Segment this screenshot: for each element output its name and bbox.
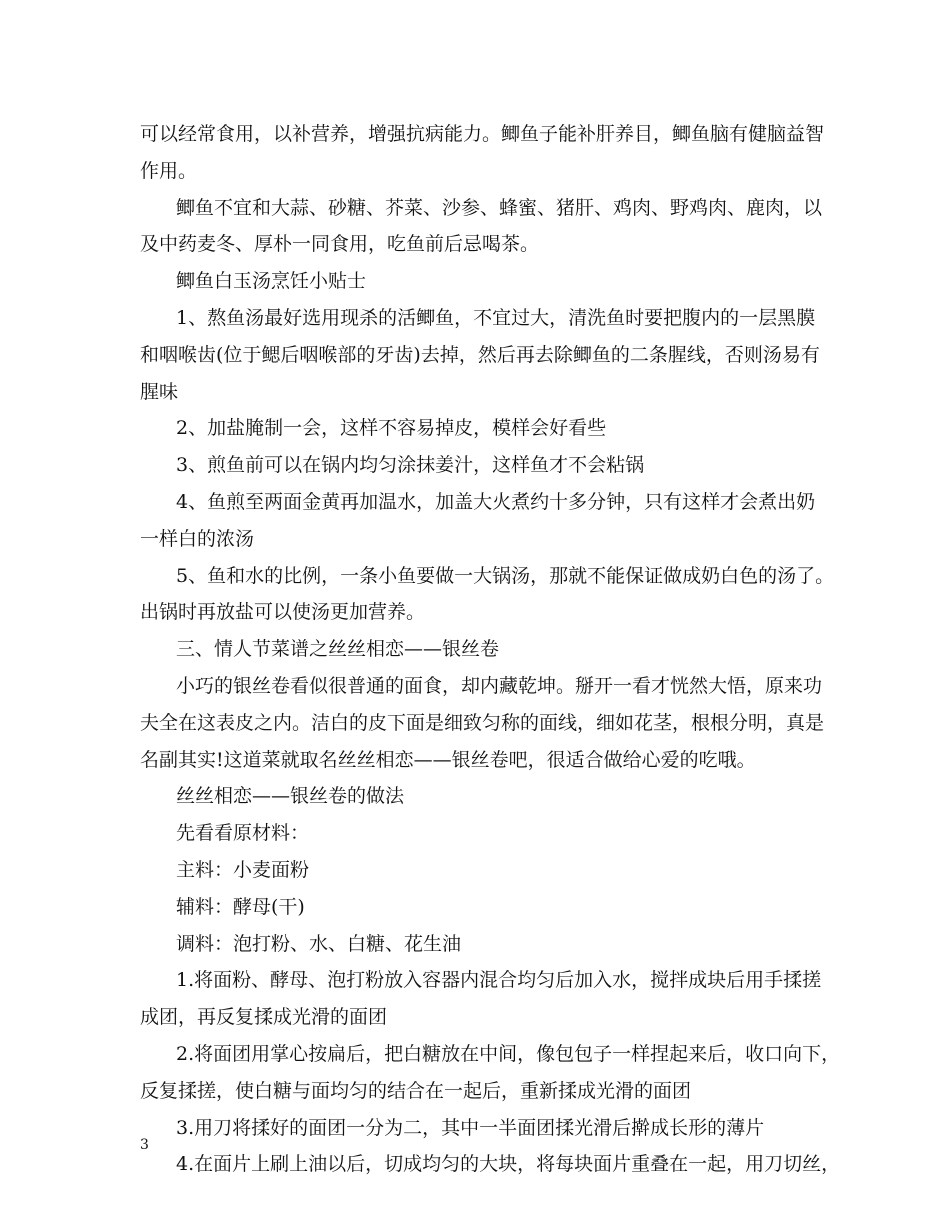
text-line: 腥味 [140,380,179,403]
text-line: 可以经常食用，以补营养，增强抗病能力。鲫鱼子能补肝养目，鲫鱼脑有健脑益智 [140,123,825,145]
text-line: 2、加盐腌制一会，这样不容易掉皮，模样会好看些 [176,417,607,440]
text-line: 出锅时再放盐可以使汤更加营养。 [140,601,426,624]
text-line: 成团，再反复揉成光滑的面团 [140,1006,388,1029]
text-line: 1、熬鱼汤最好选用现杀的活鲫鱼，不宜过大，清洗鱼时要把腹内的一层黑膜 [176,306,816,329]
text-line: 5、鱼和水的比例，一条小鱼要做一大锅汤，那就不能保证做成奶白色的汤了。 [176,564,835,587]
text-line: 2.将面团用掌心按扁后，把白糖放在中间，像包包子一样捏起来后，收口向下， [176,1042,841,1065]
text-line: 和咽喉齿(位于鳃后咽喉部的牙齿)去掉，然后再去除鲫鱼的二条腥线，否则汤易有 [140,343,820,366]
text-line: 丝丝相恋——银丝卷的做法 [176,785,405,808]
text-line: 及中药麦冬、厚朴一同食用，吃鱼前后忌喝茶。 [140,233,540,256]
text-line: 鲫鱼白玉汤烹饪小贴士 [176,270,367,293]
text-line: 鲫鱼不宜和大蒜、砂糖、芥菜、沙参、蜂蜜、猪肝、鸡肉、野鸡肉、鹿肉，以 [176,196,823,219]
text-line: 小巧的银丝卷看似很普通的面食，却内藏乾坤。掰开一看才恍然大悟，原来功 [176,674,823,697]
text-line: 名副其实!这道菜就取名丝丝相恋——银丝卷吧，很适合做给心爱的吃哦。 [140,748,756,771]
text-line: 调料：泡打粉、水、白糖、花生油 [176,932,462,955]
text-line: 4.在面片上刷上油以后，切成均匀的大块，将每块面片重叠在一起，用刀切丝， [176,1153,841,1176]
text-line: 三、情人节菜谱之丝丝相恋——银丝卷 [176,638,500,661]
text-line: 4、鱼煎至两面金黄再加温水，加盖大火煮约十多分钟，只有这样才会煮出奶 [176,490,816,513]
text-line: 反复揉搓，使白糖与面均匀的结合在一起后，重新揉成光滑的面团 [140,1079,692,1102]
text-line: 先看看原材料： [176,822,310,845]
body-text [140,116,841,1183]
text-line: 一样白的浓汤 [140,527,255,550]
text-line: 3、煎鱼前可以在锅内均匀涂抹姜汁，这样鱼才不会粘锅 [176,454,645,477]
text-line: 主料：小麦面粉 [176,858,310,881]
page-number: 3 [140,1137,149,1153]
text-line: 夫全在这表皮之内。洁白的皮下面是细致匀称的面线，细如花茎，根根分明，真是 [140,711,825,734]
text-line: 辅料：酵母(干) [176,895,305,918]
text-line: 3.用刀将揉好的面团一分为二，其中一半面团揉光滑后擀成长形的薄片 [176,1116,765,1139]
text-line: 1.将面粉、酵母、泡打粉放入容器内混合均匀后加入水，搅拌成块后用手揉搓 [176,969,822,992]
text-line: 作用。 [140,159,198,182]
